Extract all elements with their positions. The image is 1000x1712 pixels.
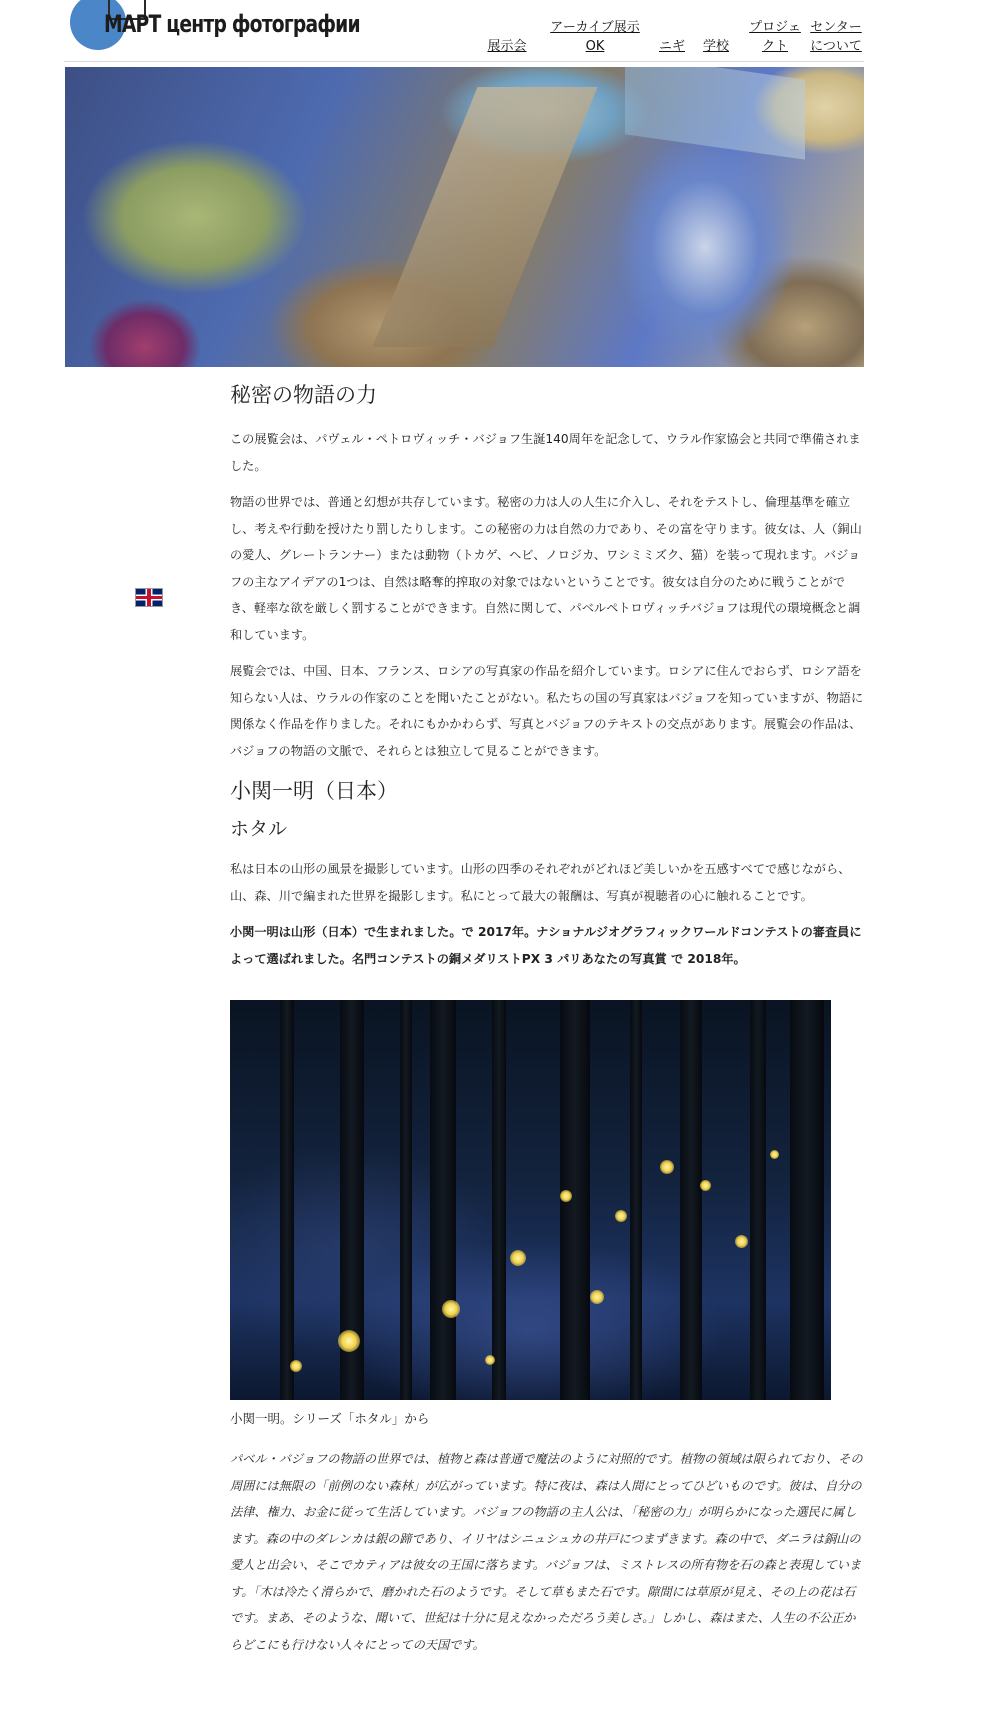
tree-trunk xyxy=(280,1000,294,1400)
article xyxy=(230,378,865,1668)
artist-bio: 小関一明は山形（日本）で生まれました。で 2017年。ナショナルジオグラフィックワールドコンテストの審査員によって選ばれました。名門コンテストの銅メダリストPX 3 パリあなたの写真賞 で 2018年。 xyxy=(230,925,862,966)
tree-trunk xyxy=(492,1000,506,1400)
firefly-light xyxy=(560,1190,572,1202)
firefly-light xyxy=(735,1235,748,1248)
nav-exhibitions[interactable]: 展示会 xyxy=(487,39,527,54)
tree-trunk xyxy=(680,1000,702,1400)
hero-image-mineral-micrograph xyxy=(65,67,864,367)
intro-paragraph: 物語の世界では、普通と幻想が共存しています。秘密の力は人の人生に介入し、それをテストし、倫理基準を確立し、考えや行動を授けたり罰したりします。この秘密の力は自然の力であり、その富を守ります。彼女は、人（銅山の愛人、グレートランナー）または動物（トカゲ、ヘビ、ノロジカ、ワシミミズク、猫）を装って現れます。バジョフの主なアイデアの1つは、自然は略奪的搾取の対象ではないということです。彼女は自分のために戦うことができ、軽率な欲を厳しく罰することができます。自然に関して、パベルペトロヴィッチバジョフは現代の環境概念と調和しています。 xyxy=(230,495,862,642)
firefly-light xyxy=(442,1300,460,1318)
artist-name-heading: 小関一明（日本） xyxy=(230,779,398,803)
intro-paragraph: この展覧会は、パヴェル・ペトロヴィッチ・バジョフ生誕140周年を記念して、ウラル作家協会と共同で準備されました。 xyxy=(230,432,861,473)
tree-trunk xyxy=(430,1000,456,1400)
firefly-light xyxy=(700,1180,711,1191)
nav-school[interactable]: 学校 xyxy=(702,39,729,54)
photo-description: パベル・バジョフの物語の世界では、植物と森は普通で魔法のように対照的です。植物の領域は限られており、その周囲には無限の「前例のない森林」が広がっています。特に夜は、森は人間にとってひどいものです。彼は、自分の法律、権力、お金に従って生活しています。バジョフの物語の主人公は、「秘密の力」が明らかになった選民に属します。森の中のダレンカは銀の蹄であり、イリヤはシニュシュカの井戸につまずきます。森の中で、ダニラは銅山の愛人と出会い、そこでカティアは彼女の王国に落ちます。バジョフは、ミストレスの所有物を石の森と表現しています。「木は冷たく滑らかで、磨かれた石のようです。そして草もまた石です。隙間には草原が見え、その上の花は石です。まあ、そのような、聞いて、世紀は十分に見えなかっただろう美しさ。」しかし、森はまた、人生の不公正からどこにも行けない人々にとっての天国です。 xyxy=(230,1452,863,1652)
firefly-light xyxy=(485,1355,495,1365)
site-logo[interactable] xyxy=(70,0,360,50)
tree-trunk xyxy=(750,1000,766,1400)
logo-text: МАРТ центр фотографии xyxy=(104,10,360,38)
tree-trunk xyxy=(630,1000,642,1400)
header-divider xyxy=(64,61,864,62)
artist-statement: 私は日本の山形の風景を撮影しています。山形の四季のそれぞれがどれほど美しいかを五感すべてで感じながら、山、森、川で編まれた世界を撮影します。私にとって最大の報酬は、写真が視聴者の心に触れることです。 xyxy=(230,862,851,903)
nav-nigi[interactable]: ニギ xyxy=(658,39,685,54)
photo-caption: 小関一明。シリーズ「ホタル」から xyxy=(230,1411,430,1426)
main-nav xyxy=(480,12,865,56)
tree-trunk xyxy=(790,1000,824,1400)
hero-crystal-shard xyxy=(372,87,597,347)
series-title-heading: ホタル xyxy=(230,818,288,840)
article-title: 秘密の物語の力 xyxy=(230,383,377,407)
firefly-light xyxy=(290,1360,302,1372)
firefly-light xyxy=(615,1210,627,1222)
firefly-light xyxy=(338,1330,360,1352)
firefly-forest-photo[interactable] xyxy=(230,1000,831,1400)
nav-about-center[interactable]: センター について xyxy=(810,20,862,54)
intro-paragraph: 展覧会では、中国、日本、フランス、ロシアの写真家の作品を紹介しています。ロシアに住んでおらず、ロシア語を知らない人は、ウラルの作家のことを聞いたことがない。私たちの国の写真家はバジョフを知っていますが、物語に関係なく作品を作りました。それにもかかわらず、写真とバジョフのテキストの交点があります。展覧会の作品は、バジョフの物語の文脈で、それらとは独立して見ることができます。 xyxy=(230,664,864,758)
english-language-flag-icon[interactable] xyxy=(135,588,163,607)
firefly-light xyxy=(660,1160,674,1174)
nav-projects[interactable]: プロジェ クト xyxy=(749,20,801,54)
firefly-light xyxy=(590,1290,604,1304)
hero-crystal-shard xyxy=(625,67,805,160)
nav-archive[interactable]: アーカイブ展示 OK xyxy=(550,20,640,54)
tree-trunk xyxy=(400,1000,412,1400)
firefly-light xyxy=(510,1250,526,1266)
firefly-light xyxy=(770,1150,779,1159)
